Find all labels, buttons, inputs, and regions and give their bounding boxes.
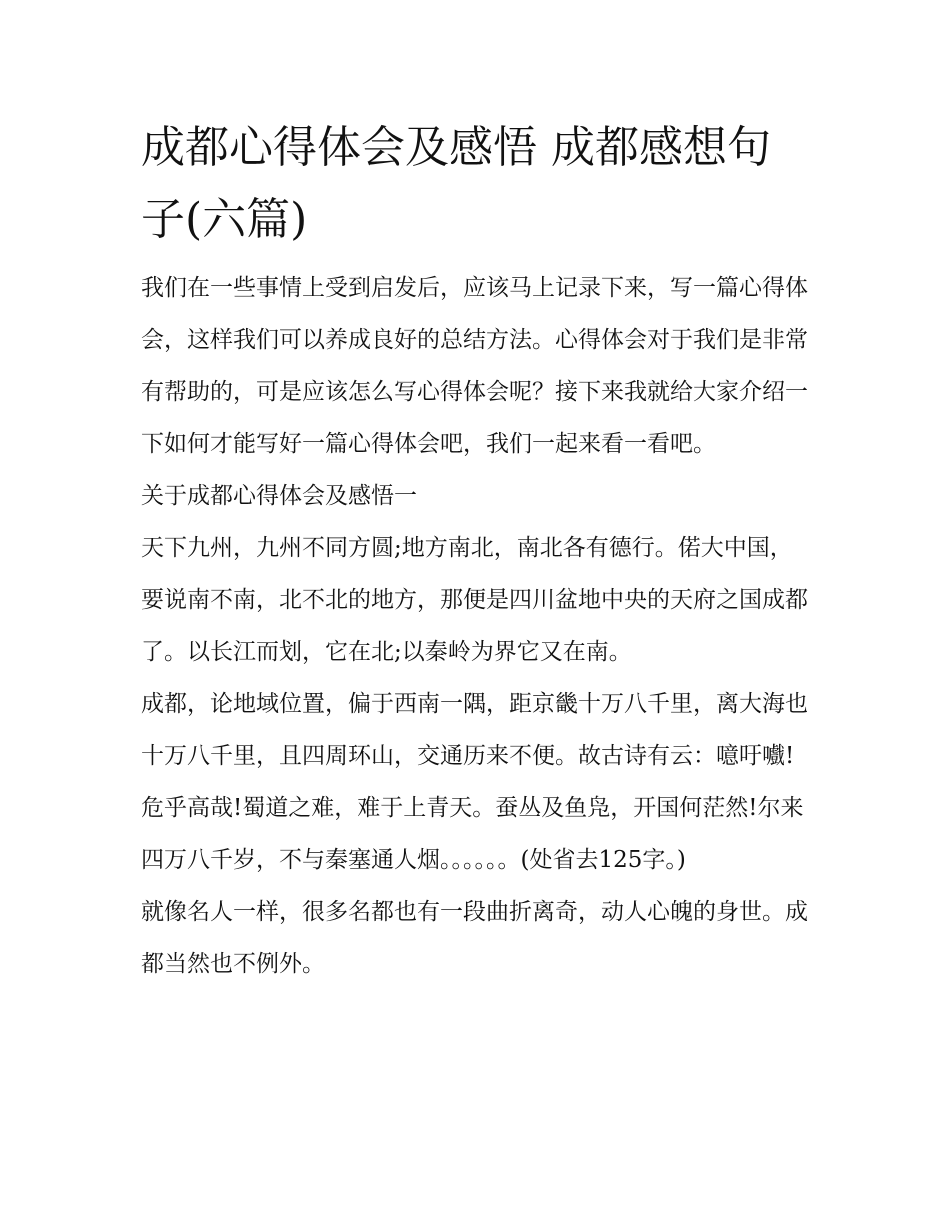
document-page — [141, 112, 813, 990]
section-heading: 关于成都心得体会及感悟一 — [141, 483, 417, 509]
body-paragraph: 天下九州，九州不同方圆;地方南北，南北各有德行。偌大中国，要说南不南，北不北的地方，那便是四川盆地中央的天府之国成都了。以长江而划，它在北;以秦岭为界它又在南。 — [141, 535, 808, 665]
page-title: 成都心得体会及感悟 成都感想句子(六篇) — [141, 122, 771, 245]
body-paragraph: 就像名人一样，很多名都也有一段曲折离奇，动人心魄的身世。成都当然也不例外。 — [141, 899, 808, 977]
body-paragraph: 成都，论地域位置，偏于西南一隅，距京畿十万八千里，离大海也十万八千里，且四周环山，交通历来不便。故古诗有云：噫吁嚱!危乎高哉!蜀道之难，难于上青天。蚕丛及鱼凫，开国何茫然!尔来四万八千岁，不与秦塞通人烟。。。。。。(处省去125字。) — [141, 691, 808, 873]
intro-paragraph: 我们在一些事情上受到启发后，应该马上记录下来，写一篇心得体会，这样我们可以养成良好的总结方法。心得体会对于我们是非常有帮助的，可是应该怎么写心得体会呢？接下来我就给大家介绍一下如何才能写好一篇心得体会吧，我们一起来看一看吧。 — [141, 275, 808, 457]
